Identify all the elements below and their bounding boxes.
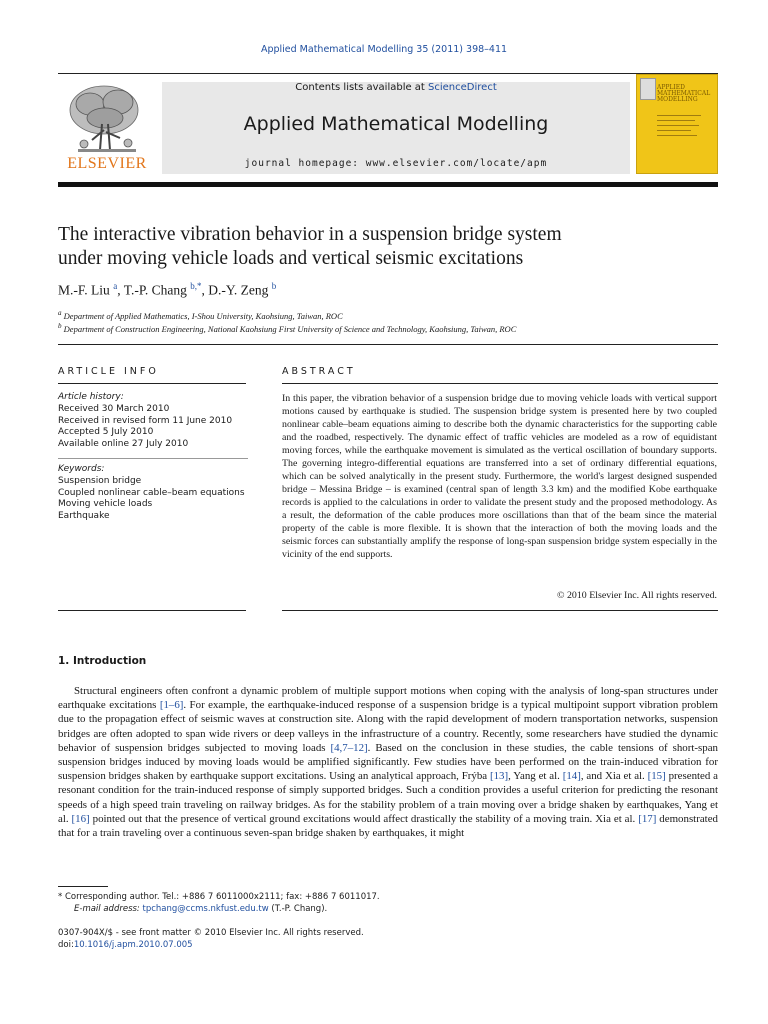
paragraph: Structural engineers often confront a dynamic problem of multiple support motions when coping with the analysis of long-span structures under earthquake excitations [1–6]. For example, the earthquake-induced response of a suspension bridge is a typical multipoint support vibration problem due to the propagation effect of seismic waves at construction site. Along with the rapid development of modern transportation networks, suspension bridges are often adopted to span wide rivers or deep valleys in the infrastructure of a country. Recently, some researchers have studied the dynamic behavior of suspension bridges subjected to moving loads [4,7–12]. Based on the conclusion in these studies, the cable tensions of short-span suspension bridges induced by moving loads would be amplified significantly. Few studies have been performed on the train-induced vibration for suspension bridges shaken by earthquake support excitations. Using an analytical approach, Frýba [13], Yang et al. [14], and Xia et al. [15] presented a resonant condition for the train-induced response of simply supported bridges. Such a condition provides a useful criterion for predicting the resonant speeds of a high speed train traveling on railway bridges. As for the stability problem of a train moving over a bridge shaken by earthquakes, Yang et al. [16] pointed out that the presence of vertical ground excitations would affect drastically the stability of a moving train. Xia et al. [17] demonstrated that for a train traveling over a continuous seven-span bridge shaken by earthquakes, it might (58, 685, 718, 840)
reference-link[interactable]: [4,7–12] (330, 741, 368, 754)
cover-line (657, 130, 691, 131)
history-item: Received in revised form 11 June 2010 (58, 415, 233, 426)
cover-line (657, 120, 695, 121)
contents-line: Contents lists available at ScienceDirect (295, 82, 497, 93)
header-thick-rule (58, 182, 718, 187)
author-list: M.-F. Liu $^a$, T.-P. Chang $^{b,*}$, D.-Y. Zeng $^b$ (58, 281, 277, 298)
affiliation: $^b$ Department of Construction Engineering, National Kaohsiung First University of Science and Technology, Kaohsiung, Taiwan, ROC (58, 322, 517, 334)
cover-line (657, 125, 699, 126)
reference-link[interactable]: [14] (562, 770, 581, 783)
issn-line: 0307-904X/$ - see front matter © 2010 Elsevier Inc. All rights reserved. (58, 928, 364, 938)
keyword: Suspension bridge (58, 475, 142, 486)
footnote-rule (58, 886, 108, 887)
affiliation-marker[interactable]: b (271, 281, 277, 291)
affiliation-marker[interactable]: b,* (190, 281, 202, 291)
abstract-text: In this paper, the vibration behavior of a suspension bridge due to moving vehicle loads with vertical support motions caused by earthquake is studied. The suspension bridge system is presented here by two coupled nonlinear cable–beam equations aiming to describe both the dynamic characteristics for the supporting cable and the roadbed, respectively. The dynamic effect of traffic vehicles are modeled as a row of equidistant moving forces, while the earthquake movement is simulated as the vertical oscillation of boundary supports. The governing integro-differential equations are transferred into a set of ordinary differential equations, which can be solved analytically in the present study. Furthermore, the world's largest designed suspended bridge – Messina Bridge – is examined (central span of length 3.3 km) and the modified Kobe earthquake records is applied to the calculations in order to validate the present study and the proposed methodology. As a result, the deformation of the cable produces more oscillations than that of the beam since the material property of the cable is more flexible. It is shown that the interaction of both the moving loads and the seismic forces can substantially amplify the response of long-span suspension bridge system especially in the vicinity of the end supports. (282, 393, 717, 560)
corresponding-author-note: * Corresponding author. Tel.: +886 7 6011000x2111; fax: +886 7 6011017. (58, 892, 380, 902)
reference-link[interactable]: [17] (638, 812, 657, 825)
journal-citation[interactable]: Applied Mathematical Modelling 35 (2011) 398–411 (260, 44, 508, 55)
article-info (58, 392, 248, 523)
history-item: Available online 27 July 2010 (58, 439, 189, 450)
header-rule (58, 73, 718, 74)
history-item: Accepted 5 July 2010 (58, 427, 154, 438)
info-divider (58, 458, 248, 459)
abstract-heading: ABSTRACT (282, 366, 356, 377)
info-bottom-rule (58, 610, 246, 611)
keyword: Coupled nonlinear cable–beam equations (58, 487, 245, 498)
journal-title: Applied Mathematical Modelling (243, 113, 549, 135)
email-note: E-mail address: tpchang@ccms.nkfust.edu.tw (T.-P. Chang). (74, 904, 328, 914)
introduction-body (58, 684, 718, 840)
keyword: Moving vehicle loads (58, 499, 153, 510)
journal-cover-thumbnail[interactable] (636, 74, 718, 174)
abstract-bottom-rule (282, 610, 718, 611)
reference-link[interactable]: [15] (647, 770, 666, 783)
article-info-heading: ARTICLE INFO (58, 366, 159, 377)
elsevier-wordmark: ELSEVIER (67, 155, 147, 172)
keyword: Earthquake (58, 511, 110, 522)
email-link[interactable]: tpchang@ccms.nkfust.edu.tw (142, 904, 269, 914)
reference-link[interactable]: [13] (489, 770, 509, 783)
abstract-copyright: © 2010 Elsevier Inc. All rights reserved. (557, 590, 717, 601)
abstract-rule (282, 383, 718, 384)
doi-line: doi:10.1016/j.apm.2010.07.005 (58, 940, 193, 950)
journal-homepage[interactable]: journal homepage: www.elsevier.com/locate/apm (244, 158, 548, 169)
affiliation-marker[interactable]: a (113, 281, 118, 291)
reference-link[interactable]: [16] (71, 812, 90, 825)
info-rule (58, 383, 246, 384)
sciencedirect-link[interactable]: ScienceDirect (428, 82, 497, 93)
author-name[interactable]: D.-Y. Zeng (208, 282, 269, 298)
reference-link[interactable]: [1–6] (159, 699, 184, 712)
cover-line (657, 115, 701, 116)
author-name[interactable]: M.-F. Liu (58, 282, 110, 298)
section-heading-introduction: 1. Introduction (58, 655, 147, 667)
author-name[interactable]: T.-P. Chang (123, 282, 187, 298)
history-item: Received 30 March 2010 (58, 403, 170, 414)
elsevier-logo (58, 80, 156, 175)
history-label: Article history: (58, 392, 124, 402)
cover-emblem-icon (640, 78, 656, 100)
cover-line (657, 135, 697, 136)
section-rule (58, 344, 718, 345)
doi-link[interactable]: 10.1016/j.apm.2010.07.005 (73, 940, 193, 950)
article-title: The interactive vibration behavior in a suspension bridge system under moving vehicle loads and vertical seismic excitations (58, 224, 562, 269)
journal-banner (162, 82, 630, 174)
cover-title: APPLIED MATHEMATICAL MODELLING (657, 84, 711, 103)
keywords-label: Keywords: (58, 463, 105, 474)
affiliation: $^a$ Department of Applied Mathematics, I-Shou University, Kaohsiung, Taiwan, ROC (58, 309, 343, 321)
